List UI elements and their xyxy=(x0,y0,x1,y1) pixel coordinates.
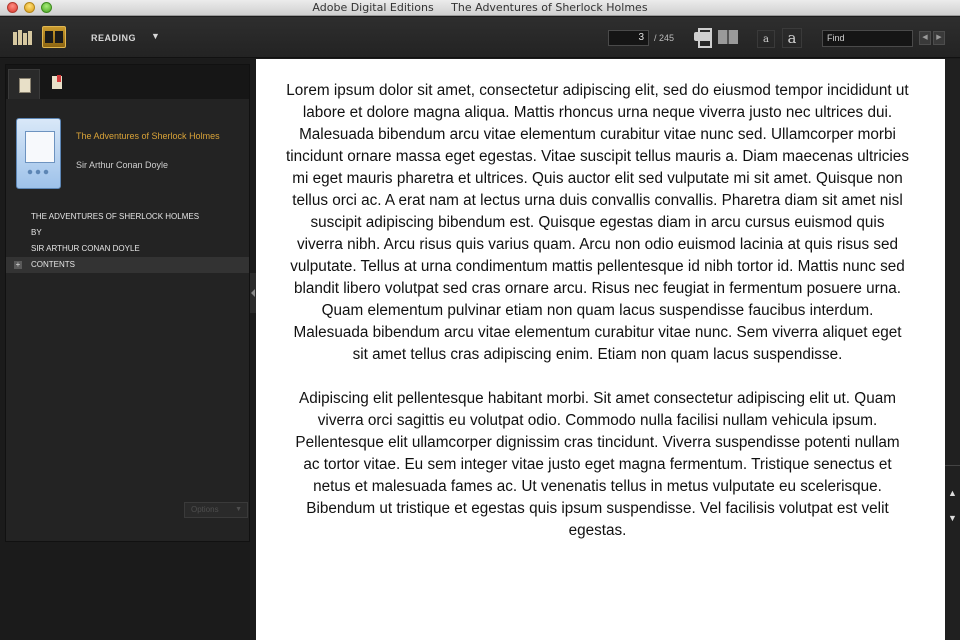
bookmark-icon[interactable] xyxy=(716,26,740,48)
toc-item-label: CONTENTS xyxy=(31,260,75,269)
find-previous-button[interactable]: ◀ xyxy=(919,31,931,45)
options-button[interactable] xyxy=(184,502,248,518)
page-paragraph: Adipiscing elit pellentesque habitant morbi. Sit amet consectetur adipiscing elit ut. Quam viverra orci sagittis eu volutpat odio. Commodo nulla facilisi nullam vehicula ipsum. Pellentesque elit ullamcorper dignissim cras tincidunt. Viverra suspendisse potenti nullam ac tortor vitae. Eu sem integer vitae justo eget magna fermentum. Tristique senectus et netus et malesuada fames ac. Ut venenatis tellus in metus vulputate eu scelerisque. Bibendum ut tristique et egestas quis ipsum suspendisse. Vel facilisis volutpat est velit egestas. xyxy=(295,390,900,539)
scroll-up-arrow-icon[interactable]: ▲ xyxy=(948,488,957,498)
page-number-input[interactable]: 3 xyxy=(608,30,649,46)
book-cover-icon xyxy=(16,118,61,189)
increase-font-button[interactable]: a xyxy=(782,28,802,48)
total-pages: / 245 xyxy=(654,33,675,43)
toc-item-label: SIR ARTHUR CONAN DOYLE xyxy=(31,244,140,253)
book-info-panel xyxy=(5,64,250,542)
table-of-contents xyxy=(6,209,249,273)
sidebar-tabs xyxy=(6,65,249,99)
toc-item[interactable] xyxy=(6,225,249,241)
print-icon[interactable] xyxy=(691,26,715,48)
sidebar xyxy=(0,59,256,640)
find-next-button[interactable]: ▶ xyxy=(933,31,945,45)
toc-item[interactable] xyxy=(6,241,249,257)
options-label: Options xyxy=(191,505,219,514)
book-title[interactable]: The Adventures of Sherlock Holmes xyxy=(76,131,220,141)
toc-item[interactable] xyxy=(6,209,249,225)
decrease-font-button[interactable]: a xyxy=(757,30,775,48)
view-mode-dropdown-chevron-down-icon[interactable]: ▼ xyxy=(151,31,160,41)
tab-bookmarks-bookmark-ribbon-icon[interactable] xyxy=(42,69,74,99)
toc-item-label: BY xyxy=(31,228,42,237)
book-page xyxy=(256,59,945,640)
toolbar xyxy=(0,17,960,58)
window-title: Adobe Digital Editions The Adventures of Sherlock Holmes xyxy=(312,1,648,14)
find-input[interactable]: Find xyxy=(822,30,913,47)
scroll-down-arrow-icon[interactable]: ▼ xyxy=(948,513,957,523)
scrollbar-divider xyxy=(945,465,960,466)
toc-item-label: THE ADVENTURES OF SHERLOCK HOLMES xyxy=(31,212,200,221)
chevron-down-icon: ▼ xyxy=(235,506,242,513)
expand-plus-icon[interactable]: + xyxy=(15,260,21,269)
title-bar xyxy=(0,0,960,16)
view-mode-label[interactable]: READING xyxy=(91,33,137,43)
page-paragraph: Lorem ipsum dolor sit amet, consectetur adipiscing elit, sed do eiusmod tempor incididunt ut labore et dolore magna aliqua. Mattis rhoncus urna neque viverra justo nec ultrices dui. Malesuada bibendum arcu vitae elementum curabitur vitae nunc sed. Ullamcorper morbi tincidunt ornare massa eget egestas. Vitae suscipit tellus mauris a. Diam maecenas ultricies mi eget mauris pharetra et ultrices. Quis auctor elit sed vulputate mi sit amet. Quisque non tellus orci ac. A erat nam at lectus urna duis convallis convallis. Pharetra diam sit amet nisl suscipit adipiscing bibendum est. Quisque egestas diam in arcu cursus euismod quis viverra nibh. Arcu risus quis varius quam. Arcu non odio euismod lacinia at quis risus sed vulputate. Tellus at urna condimentum mattis pellentesque id nibh tortor id. Mattis nunc sed blandit libero volutpat sed cras ornare arcu. Risus nec feugiat in fermentum posuere urna. Quam elementum pulvinar etiam non quam lacus suspendisse faucibus interdum. Malesuada bibendum arcu vitae elementum curabitur vitae nunc. Sem viverra aliquet eget sit amet tellus cras adipiscing enim. Etiam non quam lacus suspendisse. xyxy=(286,82,909,363)
book-author: Sir Arthur Conan Doyle xyxy=(76,160,169,170)
toc-item-contents[interactable] xyxy=(6,257,249,273)
reading-view-icon[interactable] xyxy=(42,26,66,48)
library-icon[interactable] xyxy=(10,26,34,48)
tab-book-info-document-icon[interactable] xyxy=(8,69,40,99)
vertical-scrollbar[interactable] xyxy=(945,59,960,640)
